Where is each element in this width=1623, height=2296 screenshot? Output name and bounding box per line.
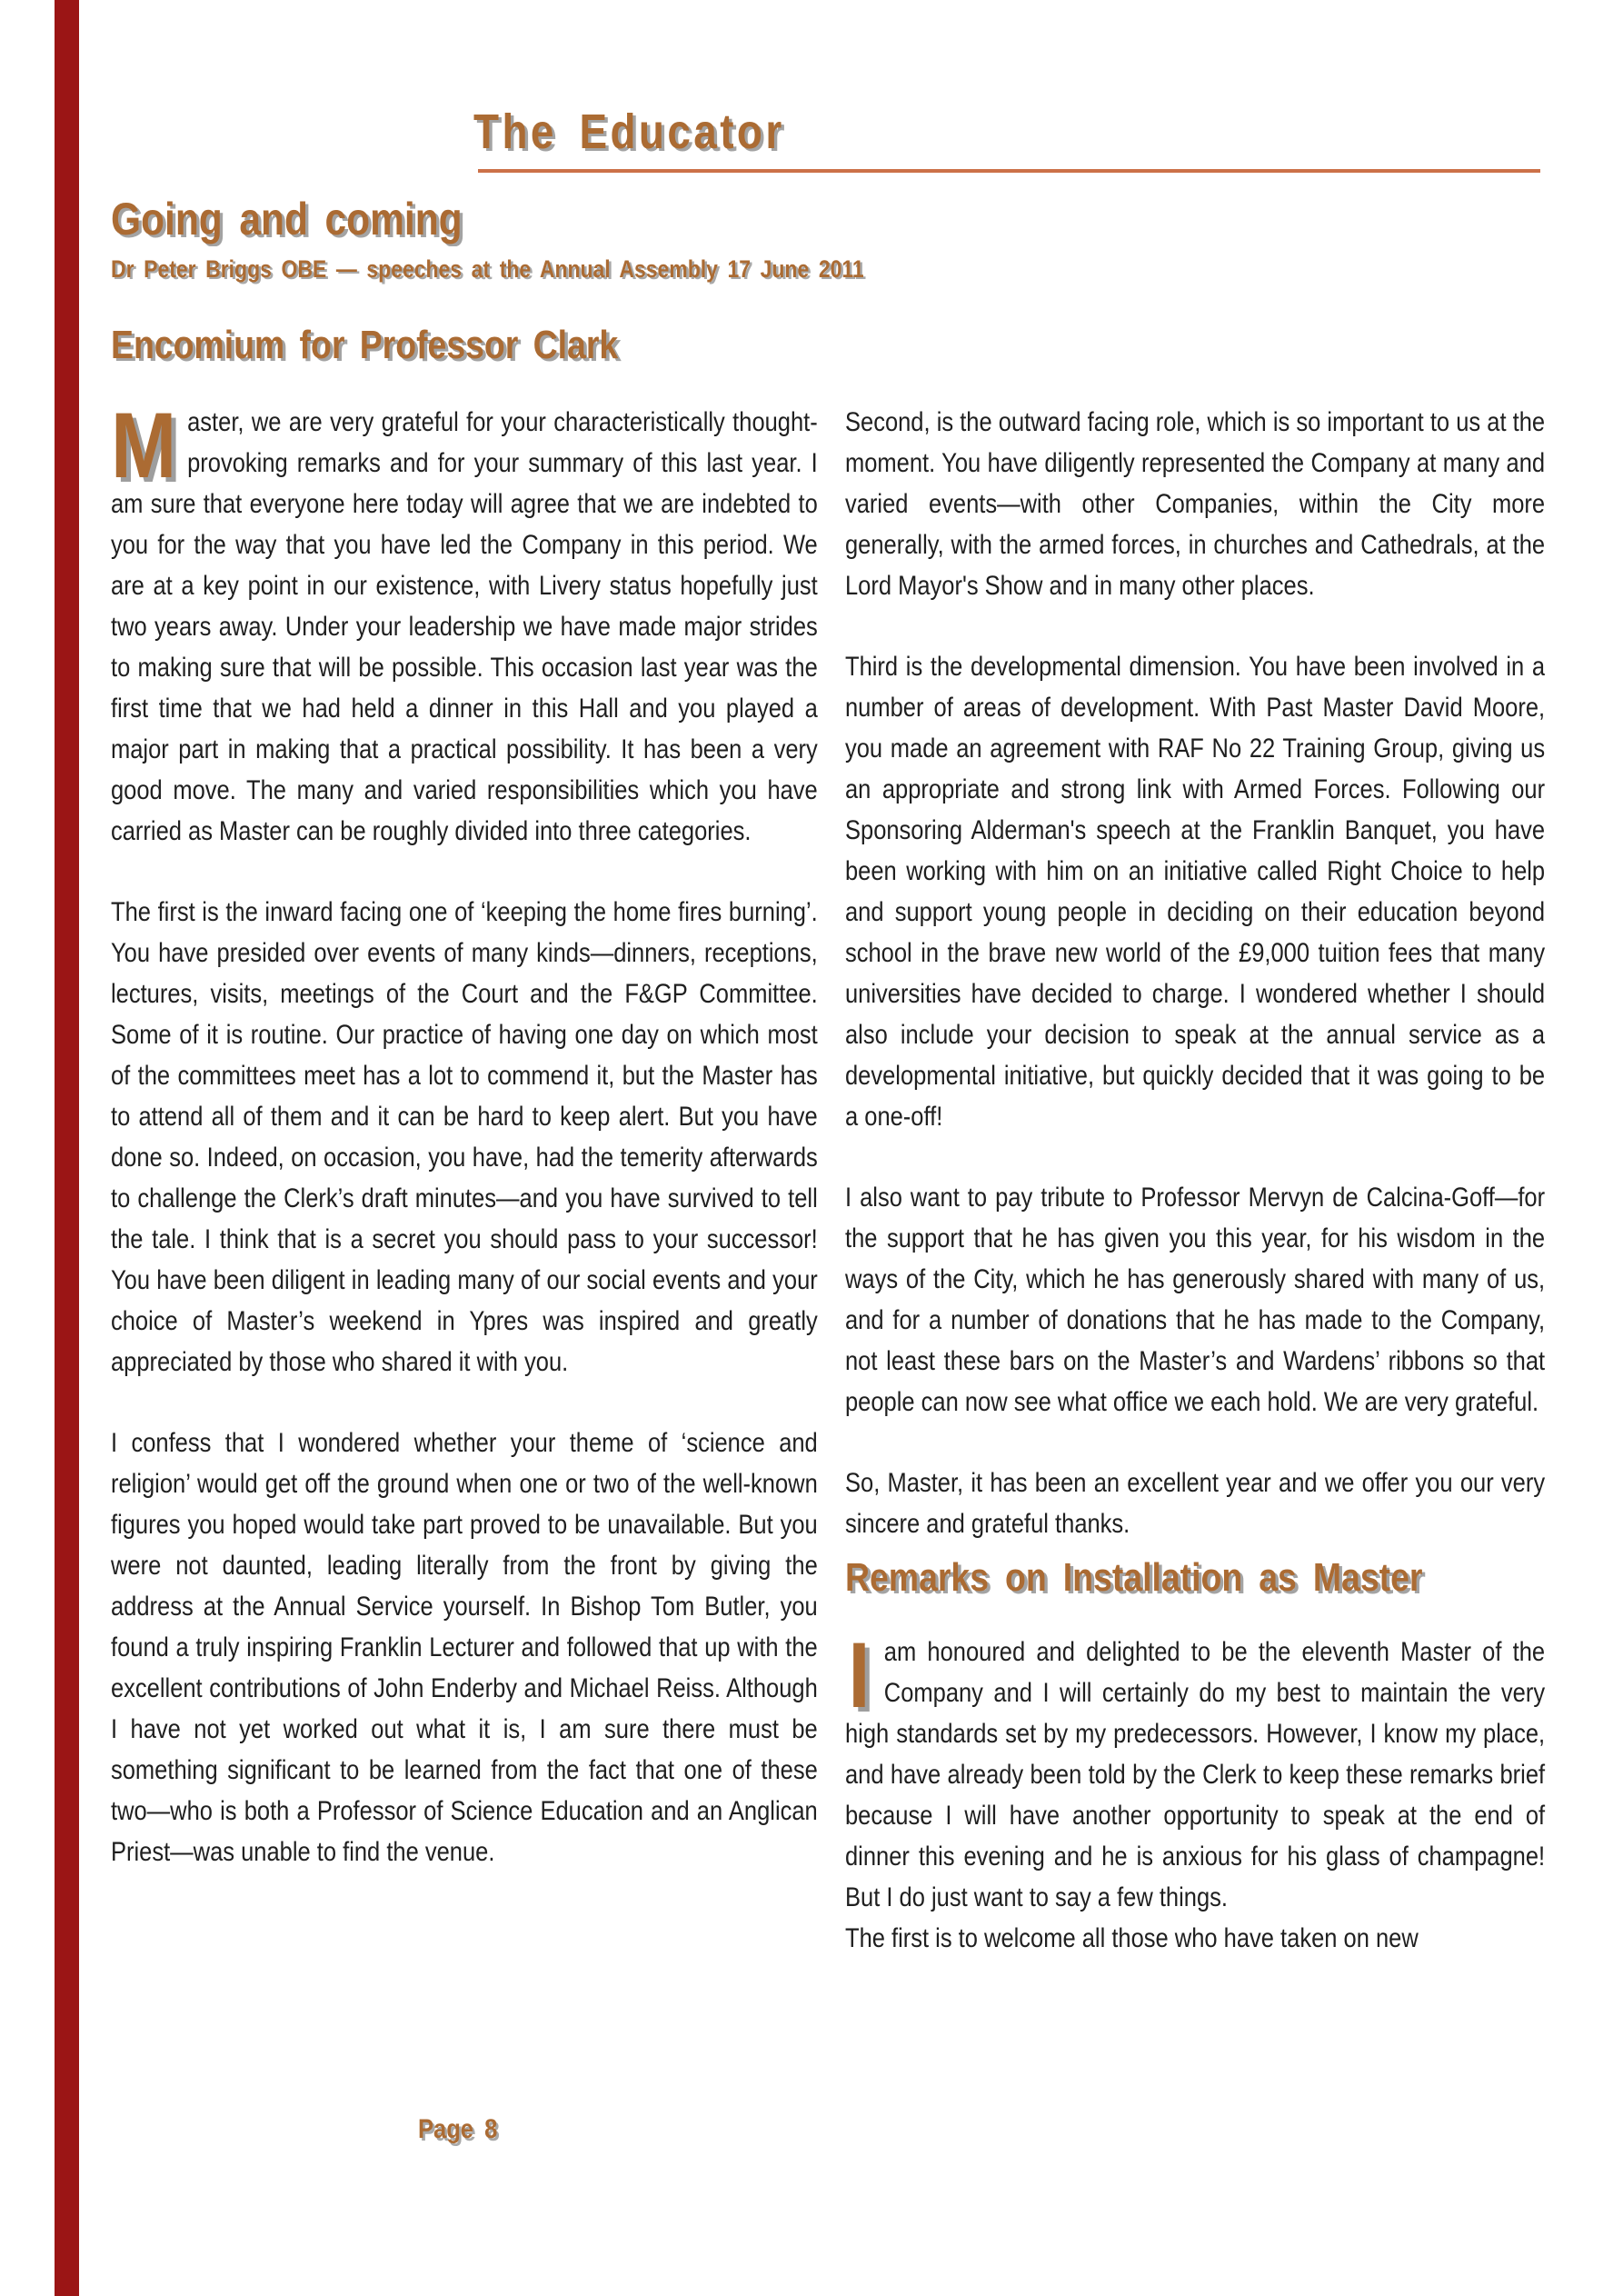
article-subtitle [111, 256, 1545, 284]
section-heading-encomium [111, 322, 1545, 367]
paragraph-text: aster, we are very grateful for your characteristically thought-provoking remarks and for your summary of this last year. I am sure that everyone here today will agree that we are indebted to you for the way that you have led the Company in this period. We are at a key point in our existence, with Livery status hopefully just two years away. Under your leadership we have made major strides to making sure that will be possible. This occasion last year was the first time that we had held a dinner in this Hall and you played a major part in making that a practical possibility. It has been a very good move. The many and varied responsibilities which you have carried as Master can be roughly divided into three categories. [111, 406, 818, 846]
left-column-text [111, 393, 818, 1872]
paragraph-text: am honoured and delighted to be the eleventh Master of the Company and I will certainly do my best to maintain the very high standards set by my predecessors. However, I know my place, and have already been told by the Clerk to keep these remarks brief because I will have another opportunity to speak at the end of dinner this evening and he is anxious for his glass of champagne! But I do just want to say a few things. [845, 1636, 1546, 1912]
article-title-text: Going and coming [111, 194, 463, 245]
paragraph: Third is the developmental dimension. You have been involved in a number of areas of development. With Past Master David Moore, you made an agreement with RAF No 22 Training Group, giving us an appropriate and strong link with Armed Forces. Following our Sponsoring Alderman's speech at the Franklin Banquet, you have been working with him on an initiative called Right Choice to help and support young people in deciding on their education beyond school in the brave new world of the £9,000 tuition fees that many universities have decided to charge. I wondered whether I should also include your decision to speak at the annual service as a developmental initiative, but quickly decided that it was going to be a one-off! [845, 651, 1546, 1132]
left-column [111, 393, 818, 1872]
paragraph: Second, is the outward facing role, which is so important to us at the moment. You have diligently represented the Company at many and varied events—with other Companies, within the City more generally, with the armed forces, in churches and Cathedrals, at the Lord Mayor's Show and in many other places. [845, 406, 1546, 601]
page-content [111, 0, 1545, 1959]
paragraph: The first is the inward facing one of ‘keeping the home fires burning’. You have presided over events of many kinds—dinners, receptions, lectures, visits, meetings of the Court and the F&GP Committee. Some of it is routine. Our practice of having one day on which most of the committees meet has a lot to commend it, but the Master has to attend all of them and it can be hard to keep alert. But you have done so. Indeed, on occasion, you have, had the temerity afterwards to challenge the Clerk’s draft minutes—and you have survived to tell the tale. I think that is a secret you should pass to your successor! You have been diligent in leading many of our social events and your choice of Master’s weekend in Ypres was inspired and greatly appreciated by those who shared it with you. [111, 896, 818, 1377]
paragraph [845, 1622, 1546, 1918]
two-column-body [111, 393, 1546, 1959]
dropcap-i: I [848, 1622, 871, 1727]
article-title [111, 194, 1545, 245]
section-heading-encomium-text: Encomium for Professor Clark [111, 322, 619, 367]
paragraph: So, Master, it has been an excellent year and we offer you our very sincere and grateful thanks. [845, 1467, 1546, 1539]
dropcap-m: M [111, 393, 177, 497]
article-subtitle-text: Dr Peter Briggs OBE — speeches at the Annual Assembly 17 June 2011 [111, 255, 864, 283]
masthead-rule [478, 169, 1540, 173]
right-column-text [845, 402, 1545, 1959]
masthead-title [473, 105, 1545, 159]
left-accent-bar [55, 0, 79, 2296]
page-number-text: Page 8 [417, 2114, 497, 2144]
paragraph: I also want to pay tribute to Professor Mervyn de Calcina-Goff—for the support that he has given you this year, for his wisdom in the ways of the City, which he has generously shared with many of us, and for a number of donations that he has made to the Company, not least these bars on the Master’s and Wardens’ ribbons so that people can now see what office we each hold. We are very grateful. [845, 1182, 1546, 1417]
page-number [111, 2114, 818, 2145]
right-column [845, 402, 1545, 1959]
section-heading-remarks: Remarks on Installation as Master [845, 1554, 1423, 1600]
paragraph: The first is to welcome all those who have taken on new [845, 1922, 1419, 1953]
masthead-title-text: The Educator [473, 105, 785, 159]
paragraph [111, 393, 818, 852]
paragraph: I confess that I wondered whether your theme of ‘science and religion’ would get off the ground when one or two of the well-known figures you hoped would take part proved to be unavailable. But you were not daunted, leading literally from the front by giving the address at the Annual Service yourself. In Bishop Tom Butler, you found a truly inspiring Franklin Lecturer and followed that up with the excellent contributions of John Enderby and Michael Reiss. Although I have not yet worked out what it is, I am sure there must be something significant to be learned from the fact that one of these two—who is both a Professor of Science Education and an Anglican Priest—was unable to find the venue. [111, 1427, 818, 1867]
